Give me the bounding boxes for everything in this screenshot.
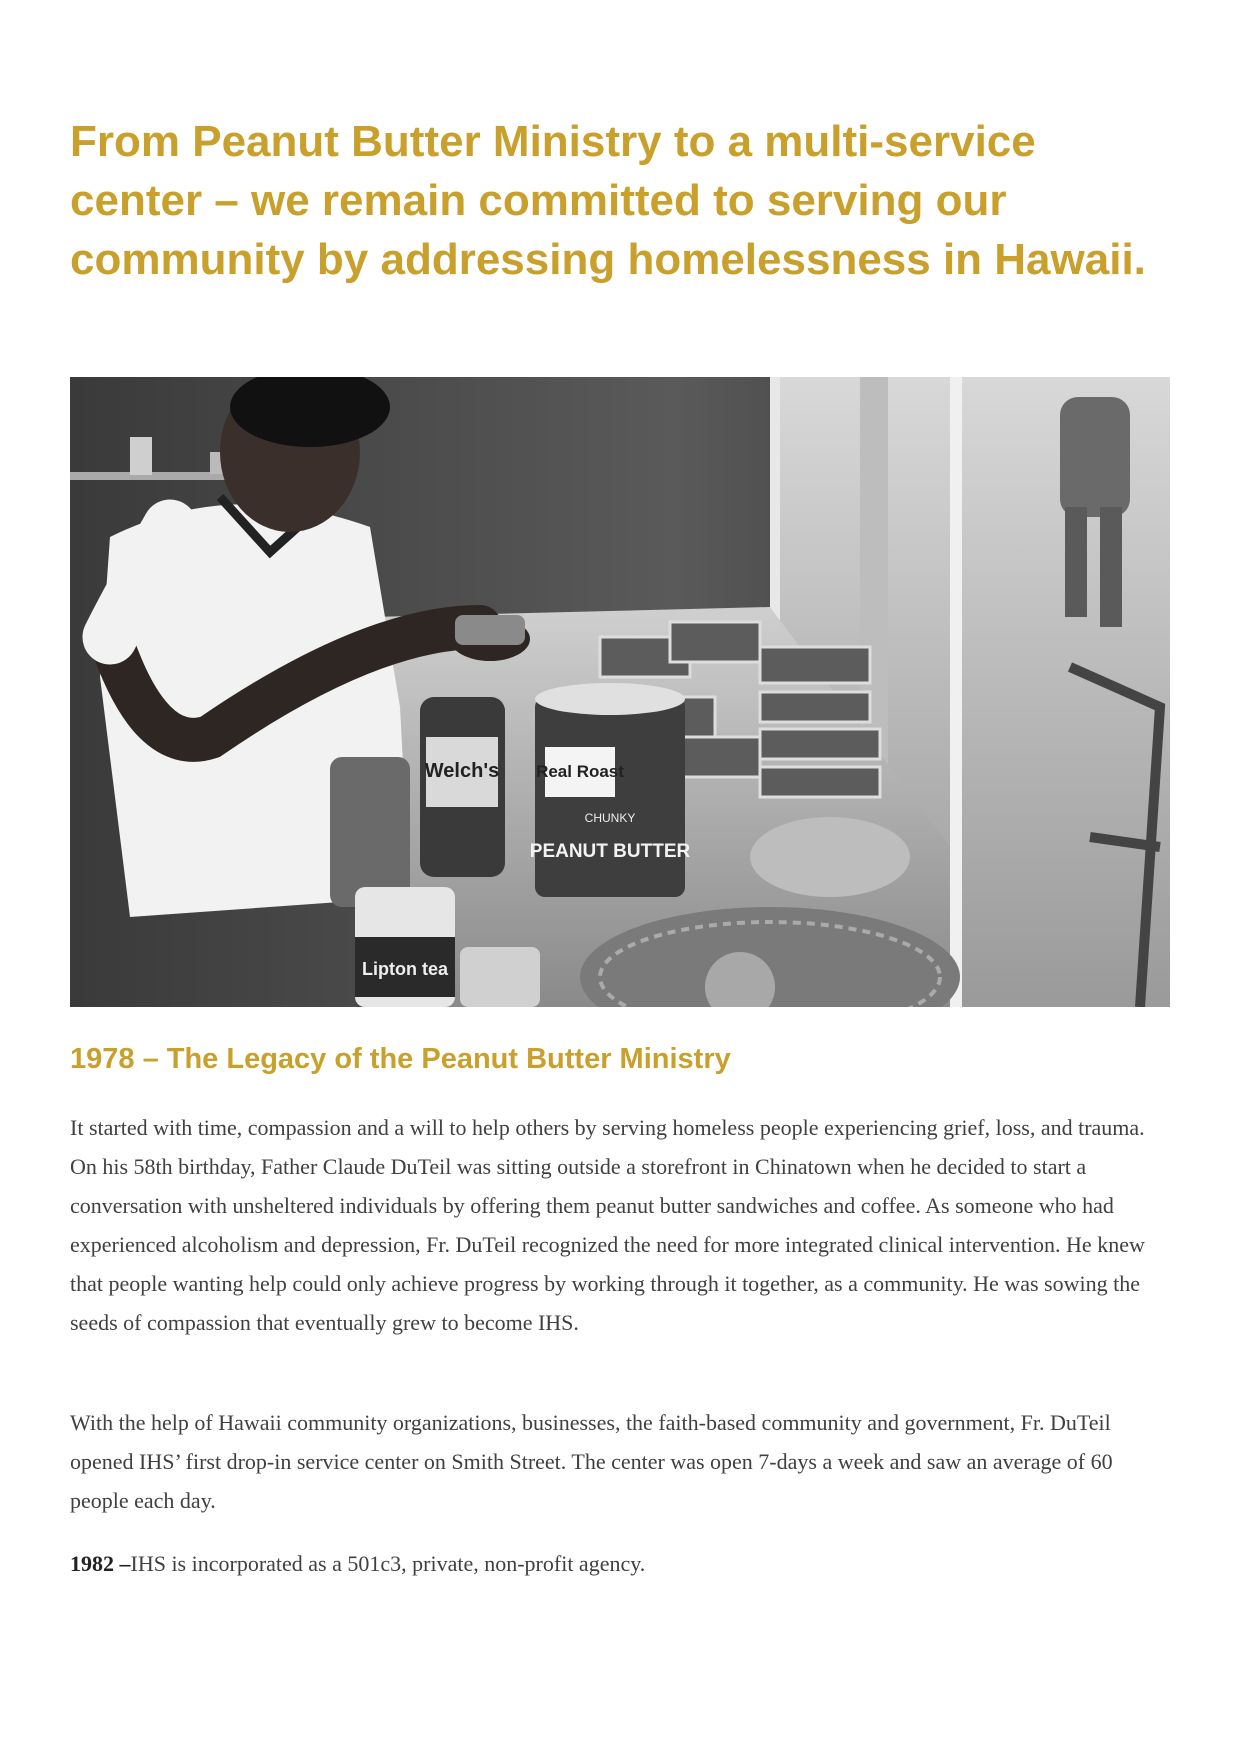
bread-loaf: [750, 817, 910, 897]
milestone-year: 1982 –: [70, 1551, 131, 1576]
lipton-label: Lipton tea: [362, 959, 448, 979]
welchs-label: Welch's: [424, 760, 500, 782]
page-title: From Peanut Butter Ministry to a multi-service center – we remain committed to serving our community by addressing homelessness in Hawaii.: [70, 117, 1146, 284]
section-heading: 1978 – The Legacy of the Peanut Butter Ministry: [70, 1043, 731, 1075]
paragraph-history: It started with time, compassion and a will to help others by serving homeless people experiencing grief, loss, and trauma. On his 58th birthday, Father Claude DuTeil was sitting outside a storefront in Chinatown when he decided to start a conversation with unsheltered individuals by offering them peanut butter sandwiches and coffee. As someone who had experienced alcoholism and depression, Fr. DuTeil recognized the need for more integrated clinical intervention. He knew that people wanting help could only achieve progress by working through it together, as a community. He was sowing the seeds of compassion that eventually grew to become IHS.: [70, 1115, 1145, 1335]
milestone-text: IHS is incorporated as a 501c3, private, non-profit agency.: [130, 1551, 646, 1576]
real-roast-label: Real Roast: [536, 762, 624, 781]
historical-photo: [70, 377, 1170, 1007]
milestone-1982: [70, 1544, 1170, 1583]
chunky-label: CHUNKY: [584, 811, 636, 825]
peanut-butter-label: PEANUT BUTTER: [529, 841, 691, 862]
paragraph-drop-in-center: With the help of Hawaii community organizations, businesses, the faith-based community and government, Fr. DuTeil opened IHS’ first drop-in service center on Smith Street. The center was open 7-days a week and saw an average of 60 people each day.: [70, 1410, 1113, 1513]
